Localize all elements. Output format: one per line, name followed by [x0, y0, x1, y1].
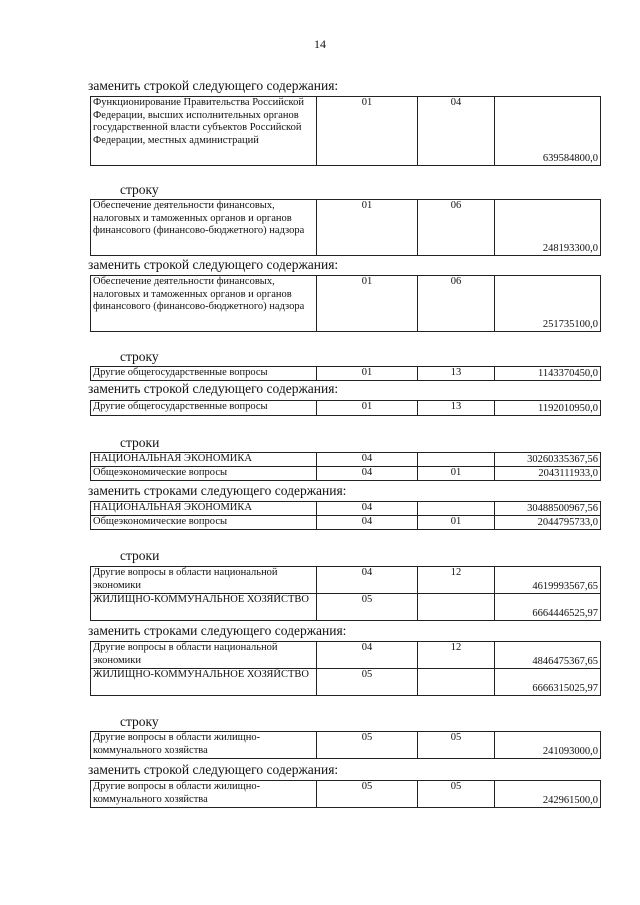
section-caption: строку: [120, 182, 159, 197]
row-section-code: 01: [317, 401, 418, 416]
row-amount: 1143370450,0: [495, 367, 601, 381]
row-subsection-code: 06: [418, 276, 495, 332]
table-row: [91, 567, 601, 594]
row-section-code: 01: [317, 276, 418, 332]
row-amount: 1192010950,0: [495, 401, 601, 416]
budget-table: [90, 641, 601, 696]
row-subsection-code: 06: [418, 200, 495, 256]
row-name: Другие вопросы в области жилищно-коммунального хозяйства: [91, 732, 317, 759]
row-section-code: 04: [317, 502, 418, 516]
row-name: ЖИЛИЩНО-КОММУНАЛЬНОЕ ХОЗЯЙСТВО: [91, 594, 317, 621]
table-row: [91, 367, 601, 381]
row-name: Другие вопросы в области национальной экономики: [91, 642, 317, 669]
row-name: Другие вопросы в области национальной экономики: [91, 567, 317, 594]
budget-table: [90, 780, 601, 808]
row-name: Другие вопросы в области жилищно-коммунального хозяйства: [91, 781, 317, 808]
row-section-code: 01: [317, 200, 418, 256]
row-subsection-code: 12: [418, 567, 495, 594]
row-amount: 30260335367,56: [495, 453, 601, 467]
row-section-code: 01: [317, 97, 418, 166]
table-row: [91, 781, 601, 808]
table-row: [91, 97, 601, 166]
table-row: [91, 516, 601, 530]
row-section-code: 04: [317, 453, 418, 467]
row-subsection-code: 04: [418, 97, 495, 166]
row-name: Другие общегосударственные вопросы: [91, 367, 317, 381]
row-section-code: 01: [317, 367, 418, 381]
row-section-code: 05: [317, 781, 418, 808]
row-subsection-code: 13: [418, 367, 495, 381]
section-caption: заменить строкой следующего содержания:: [88, 257, 339, 272]
table-row: [91, 502, 601, 516]
row-name: Обеспечение деятельности финансовых, налоговых и таможенных органов и органов финансового (финансово-бюджетного) надзора: [91, 276, 317, 332]
budget-table: [90, 731, 601, 759]
row-section-code: 05: [317, 732, 418, 759]
section-caption: заменить строками следующего содержания:: [88, 483, 347, 498]
row-section-code: 04: [317, 467, 418, 481]
section-caption: заменить строками следующего содержания:: [88, 623, 347, 638]
table-row: [91, 200, 601, 256]
budget-table: [90, 366, 601, 381]
row-section-code: 04: [317, 642, 418, 669]
row-amount: 4619993567,65: [495, 567, 601, 594]
row-subsection-code: [418, 669, 495, 696]
budget-table: [90, 275, 601, 332]
row-subsection-code: [418, 594, 495, 621]
row-name: Общеэкономические вопросы: [91, 516, 317, 530]
row-name: Обеспечение деятельности финансовых, налоговых и таможенных органов и органов финансового (финансово-бюджетного) надзора: [91, 200, 317, 256]
table-row: [91, 401, 601, 416]
section-caption: строку: [120, 349, 159, 364]
row-subsection-code: [418, 453, 495, 467]
page-number: 14: [314, 37, 326, 51]
row-section-code: 04: [317, 516, 418, 530]
section-caption: строки: [120, 435, 160, 450]
row-amount: 6666315025,97: [495, 669, 601, 696]
row-subsection-code: 12: [418, 642, 495, 669]
row-amount: 4846475367,65: [495, 642, 601, 669]
row-subsection-code: [418, 502, 495, 516]
budget-table: [90, 501, 601, 530]
row-name: Другие общегосударственные вопросы: [91, 401, 317, 416]
row-subsection-code: 01: [418, 467, 495, 481]
row-name: НАЦИОНАЛЬНАЯ ЭКОНОМИКА: [91, 502, 317, 516]
section-caption: заменить строкой следующего содержания:: [88, 381, 339, 396]
row-amount: 30488500967,56: [495, 502, 601, 516]
row-subsection-code: 13: [418, 401, 495, 416]
table-row: [91, 669, 601, 696]
row-name: НАЦИОНАЛЬНАЯ ЭКОНОМИКА: [91, 453, 317, 467]
row-section-code: 04: [317, 567, 418, 594]
row-subsection-code: 01: [418, 516, 495, 530]
row-amount: 2044795733,0: [495, 516, 601, 530]
table-row: [91, 642, 601, 669]
row-name: Общеэкономические вопросы: [91, 467, 317, 481]
row-name: Функционирование Правительства Российской Федерации, высших исполнительных органов государственной власти субъектов Российской Федерации, местных администраций: [91, 97, 317, 166]
row-section-code: 05: [317, 669, 418, 696]
row-amount: 639584800,0: [495, 97, 601, 166]
budget-table: [90, 566, 601, 621]
row-section-code: 05: [317, 594, 418, 621]
section-caption: заменить строкой следующего содержания:: [88, 78, 339, 93]
budget-table: [90, 452, 601, 481]
table-row: [91, 594, 601, 621]
row-subsection-code: 05: [418, 781, 495, 808]
table-row: [91, 467, 601, 481]
row-amount: 242961500,0: [495, 781, 601, 808]
table-row: [91, 276, 601, 332]
budget-table: [90, 199, 601, 256]
budget-table: [90, 96, 601, 166]
row-name: ЖИЛИЩНО-КОММУНАЛЬНОЕ ХОЗЯЙСТВО: [91, 669, 317, 696]
row-amount: 251735100,0: [495, 276, 601, 332]
table-row: [91, 453, 601, 467]
budget-table: [90, 400, 601, 416]
section-caption: строки: [120, 548, 160, 563]
row-amount: 6664446525,97: [495, 594, 601, 621]
row-amount: 2043111933,0: [495, 467, 601, 481]
section-caption: строку: [120, 714, 159, 729]
row-amount: 248193300,0: [495, 200, 601, 256]
section-caption: заменить строкой следующего содержания:: [88, 762, 339, 777]
table-row: [91, 732, 601, 759]
row-subsection-code: 05: [418, 732, 495, 759]
row-amount: 241093000,0: [495, 732, 601, 759]
